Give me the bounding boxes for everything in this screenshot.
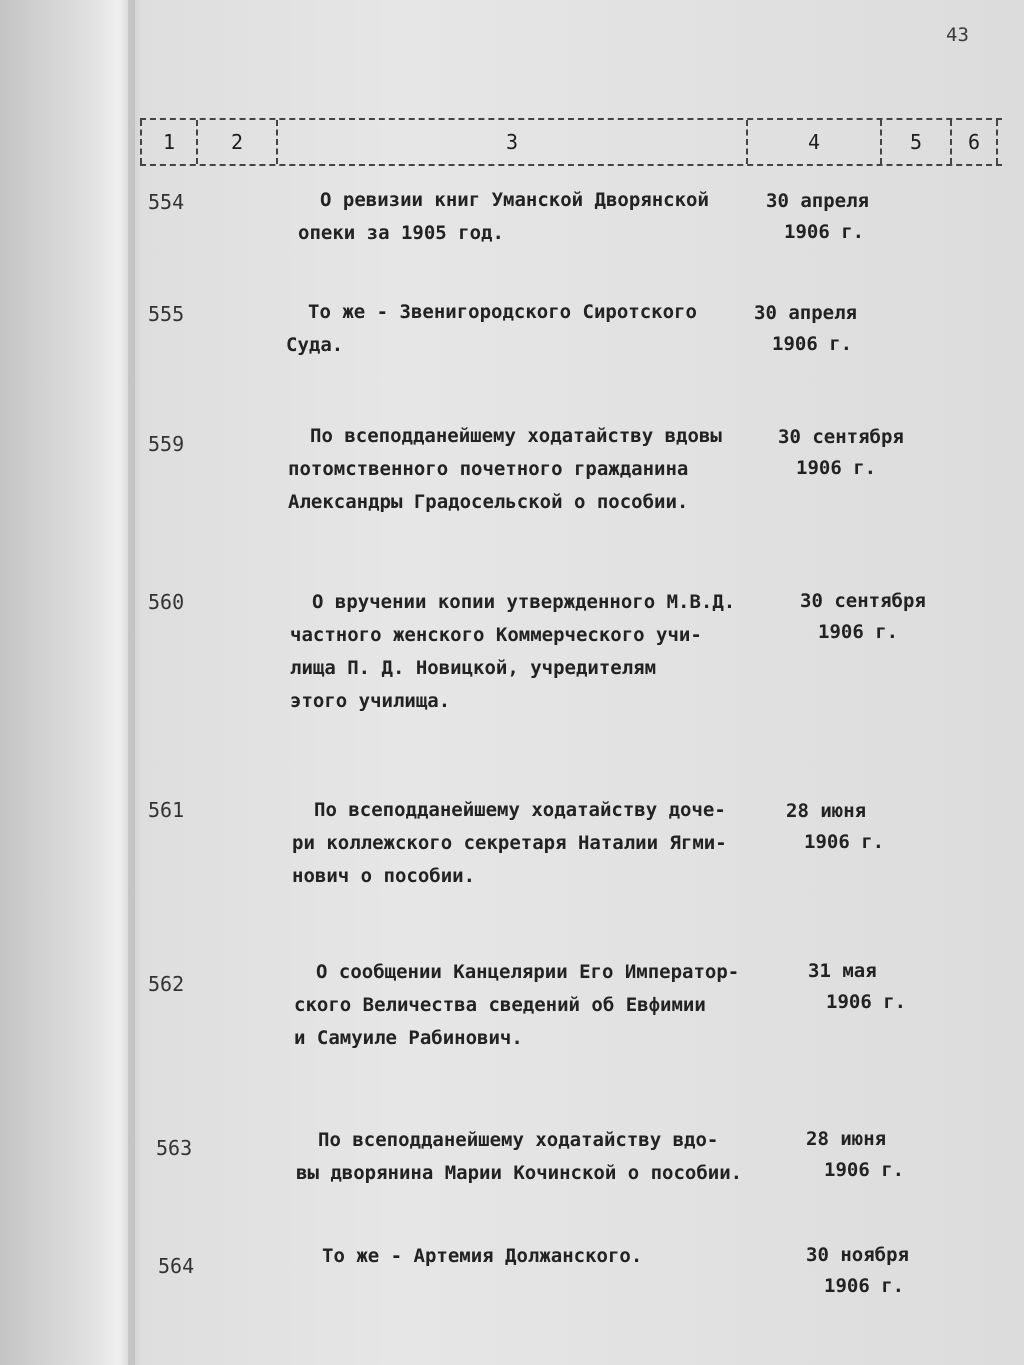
description-line: То же - Артемия Должанского. [322, 1245, 643, 1267]
description-line: нович о пособии. [292, 865, 476, 887]
entry-date [800, 586, 950, 648]
date-day: 31 мая [808, 960, 877, 982]
description-line: этого училища. [290, 690, 451, 712]
column-header-6: 6 [952, 120, 998, 164]
date-day: 30 апреля [766, 190, 869, 212]
entry-description [294, 956, 764, 1055]
description-line: потомственного почетного гражданина [288, 458, 689, 480]
description-line: лища П. Д. Новицкой, учредителям [290, 657, 657, 679]
entry-date [808, 956, 958, 1018]
description-line: По всеподданейшему ходатайству доче- [314, 799, 726, 821]
description-line: Суда. [286, 334, 344, 356]
description-line: По всеподданейшему ходатайству вдо- [318, 1129, 719, 1151]
date-day: 28 июня [806, 1128, 887, 1150]
date-day: 30 апреля [754, 302, 857, 324]
column-header-3: 3 [278, 120, 748, 164]
description-line: вы дворянина Марии Кочинской о пособии. [296, 1162, 743, 1184]
entry-description [300, 1240, 770, 1273]
entry-date [754, 298, 904, 360]
date-year: 1906 г. [784, 221, 865, 243]
description-line: О ревизии книг Уманской Дворянской [320, 189, 709, 211]
entry-description [290, 586, 760, 718]
entry-number: 561 [148, 798, 185, 822]
description-line: ского Величества сведений об Евфимии [294, 994, 706, 1016]
entry-description [288, 420, 758, 519]
date-year: 1906 г. [826, 991, 907, 1013]
date-year: 1906 г. [804, 831, 885, 853]
entry-description [298, 184, 768, 250]
description-line: ри коллежского секретаря Наталии Ягми- [292, 832, 727, 854]
entry-number: 562 [148, 972, 185, 996]
entry-date [806, 1124, 956, 1186]
date-day: 28 июня [786, 800, 867, 822]
entry-date [786, 796, 936, 858]
entry-number: 564 [158, 1254, 195, 1278]
entry-number: 560 [148, 590, 185, 614]
description-line: опеки за 1905 год. [298, 222, 504, 244]
date-year: 1906 г. [824, 1275, 905, 1297]
entry-number: 559 [148, 432, 185, 456]
entry-description [296, 1124, 766, 1190]
entry-number: 555 [148, 302, 185, 326]
date-day: 30 сентября [800, 590, 926, 612]
entry-number: 563 [156, 1136, 193, 1160]
date-year: 1906 г. [824, 1159, 905, 1181]
entry-number: 554 [148, 190, 185, 214]
description-line: То же - Звенигородского Сиротского [308, 301, 697, 323]
date-day: 30 ноября [806, 1244, 909, 1266]
date-year: 1906 г. [818, 621, 899, 643]
entry-date [778, 422, 928, 484]
entry-description [286, 296, 756, 362]
column-header-4: 4 [748, 120, 882, 164]
book-spine [0, 0, 135, 1365]
column-header-5: 5 [882, 120, 952, 164]
description-line: и Самуиле Рабинович. [294, 1027, 523, 1049]
date-day: 30 сентября [778, 426, 904, 448]
date-year: 1906 г. [796, 457, 877, 479]
column-header-1: 1 [140, 120, 198, 164]
description-line: О сообщении Канцелярии Его Император- [316, 961, 740, 983]
description-line: Александры Градосельской о пособии. [288, 491, 689, 513]
page-number: 43 [946, 24, 969, 46]
date-year: 1906 г. [772, 333, 853, 355]
description-line: частного женского Коммерческого учи- [290, 624, 702, 646]
page-edge-shadow [128, 0, 142, 1365]
column-header-row [140, 118, 1002, 166]
entry-description [292, 794, 762, 893]
description-line: По всеподданейшему ходатайству вдовы [310, 425, 722, 447]
description-line: О вручении копии утвержденного М.В.Д. [312, 591, 736, 613]
entry-date [766, 186, 916, 248]
entry-date [806, 1240, 956, 1302]
column-header-2: 2 [198, 120, 278, 164]
